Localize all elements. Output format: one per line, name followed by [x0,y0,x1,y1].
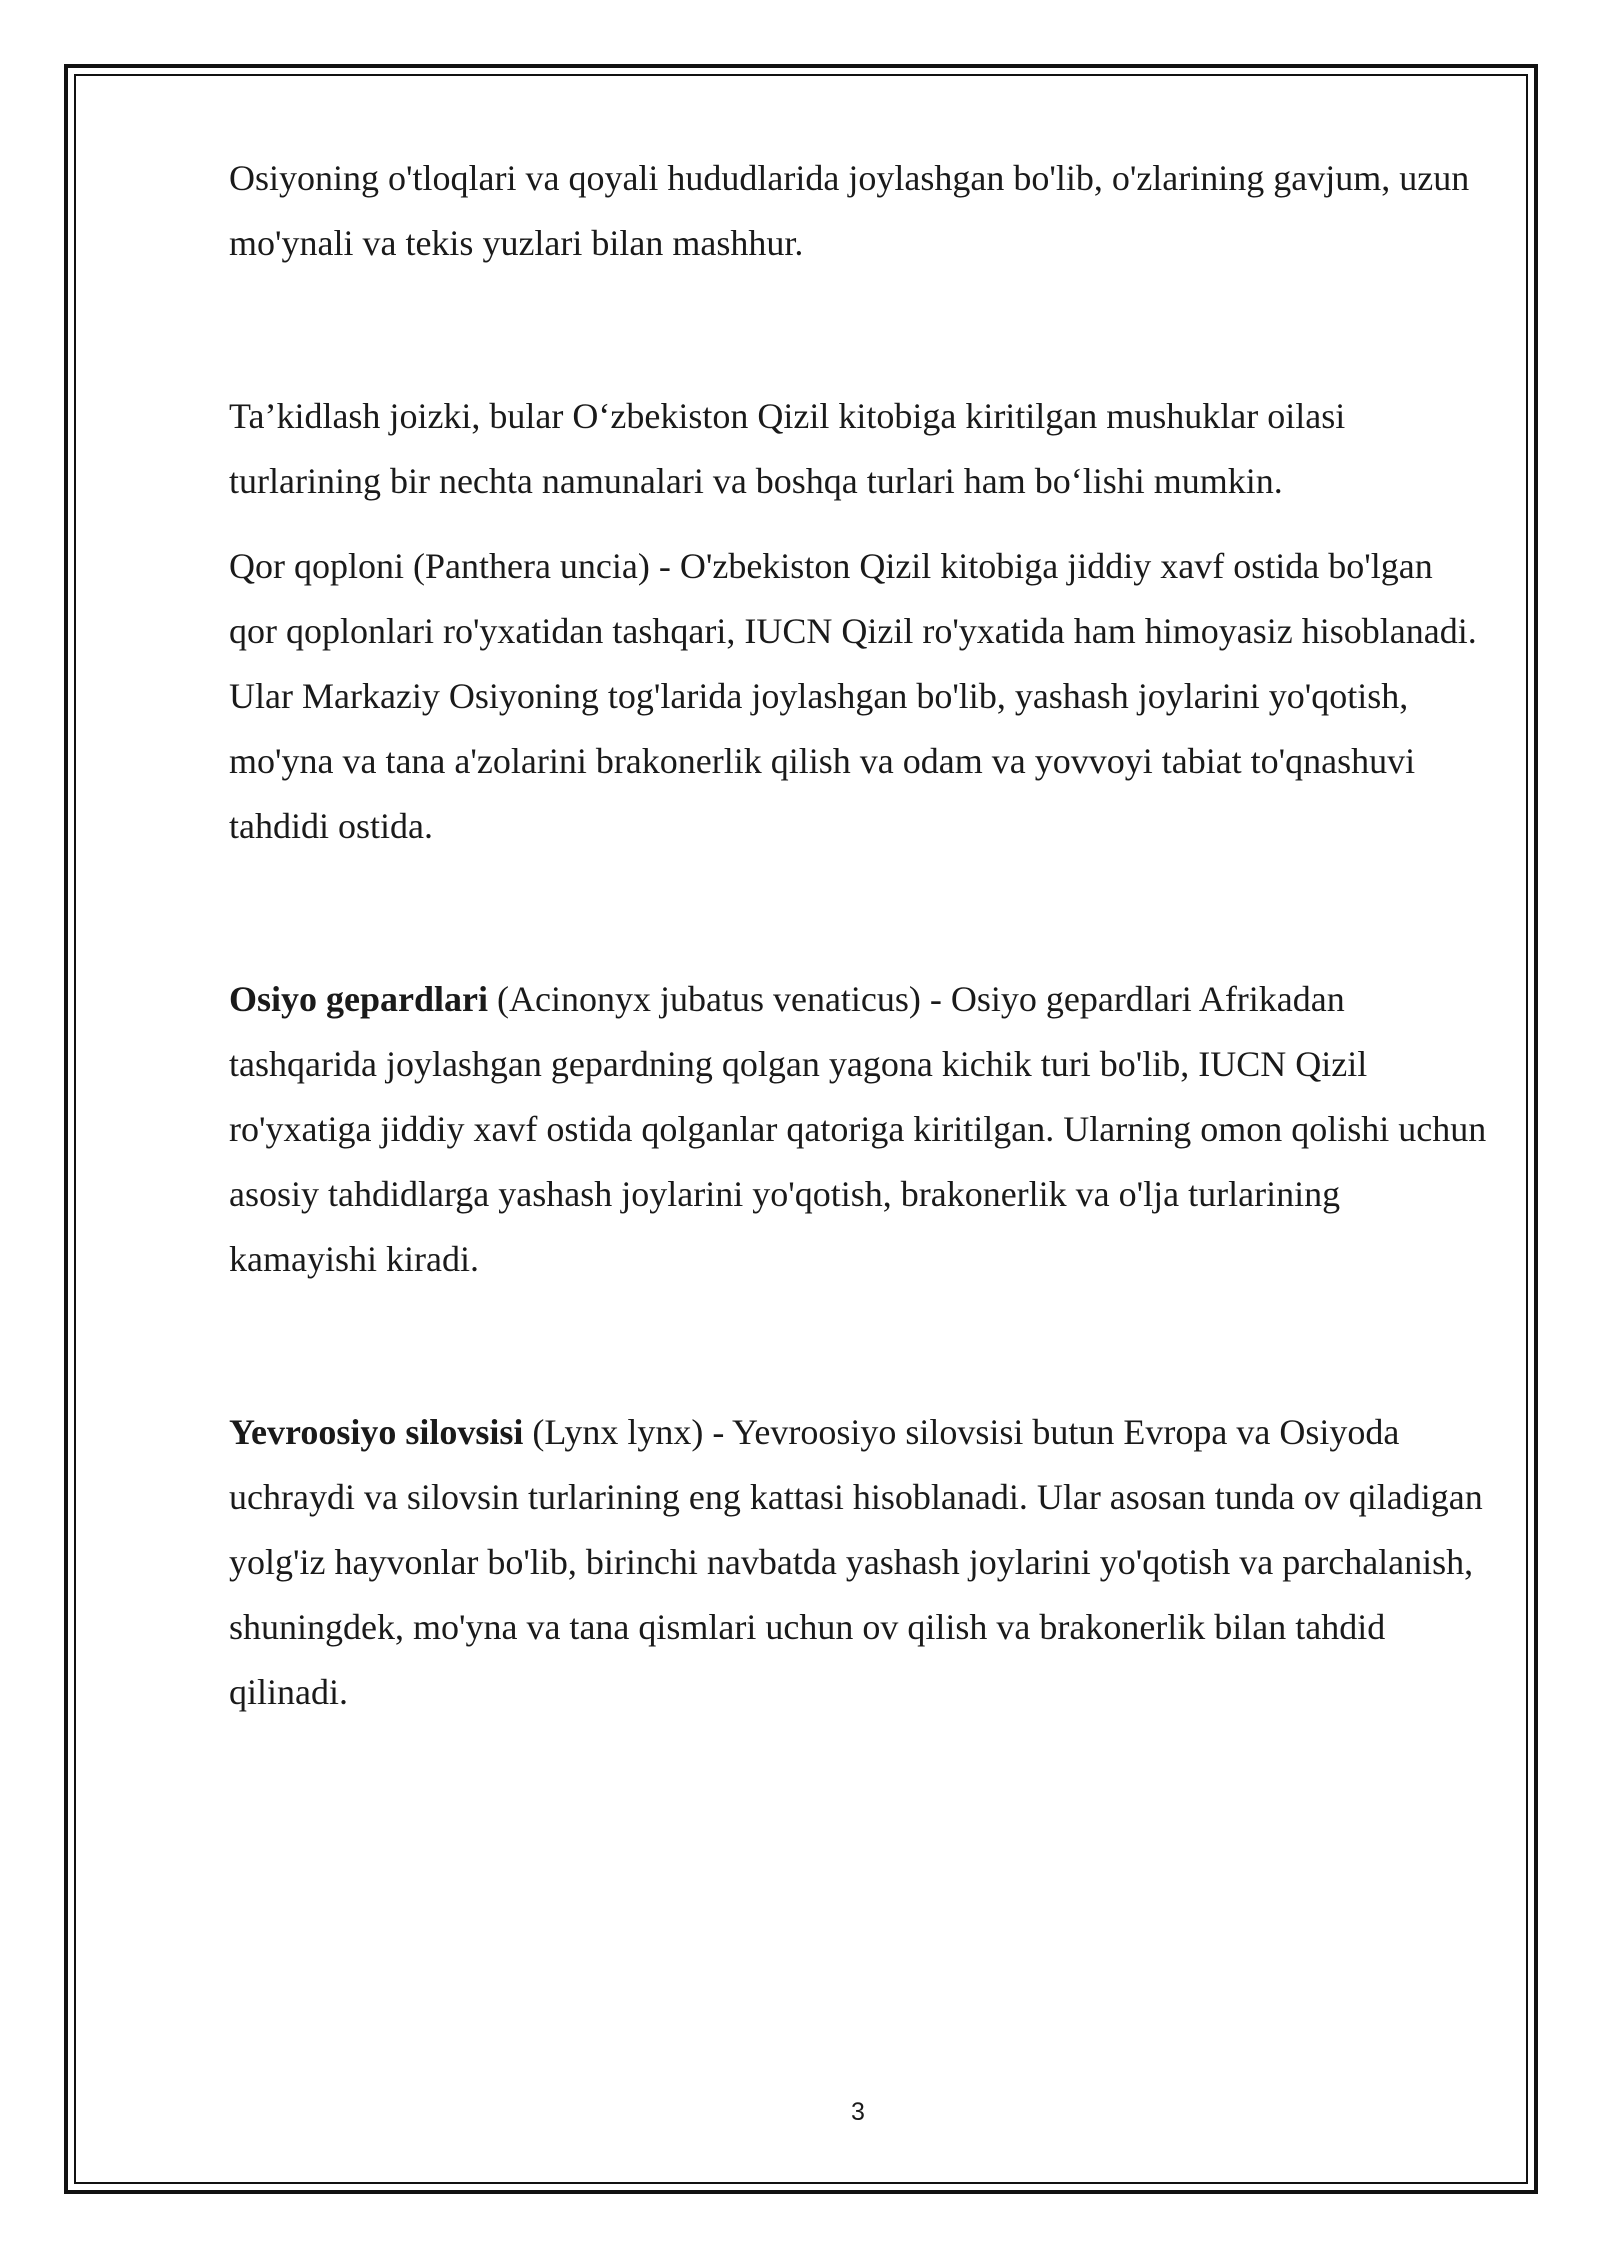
paragraph-text: Qor qoploni (Panthera uncia) - O'zbekiston Qizil kitobiga jiddiy xavf ostida bo'lgan qor qoplonlari ro'yxatidan tashqari, IUCN Qizil ro'yxatida ham himoyasiz hisoblanadi. Ular Markaziy Osiyoning tog'larida joylashgan bo'lib, yashash joylarini yo'qotish, mo'yna va tana a'zolarini brakonerlik qilish va odam va yovvoyi tabiat to'qnashuvi tahdidi ostida. [229,546,1477,846]
paragraph-text: Ta’kidlash joizki, bular O‘zbekiston Qizil kitobiga kiritilgan mushuklar oilasi turlarining bir nechta namunalari va boshqa turlari ham bo‘lishi mumkin. [229,396,1346,501]
species-term: Osiyo gepardlari [229,979,488,1019]
paragraph-text: (Acinonyx jubatus venaticus) - Osiyo gepardlari Afrikadan tashqarida joylashgan gepardning qolgan yagona kichik turi bo'lib, IUCN Qizil ro'yxatiga jiddiy xavf ostida qolganlar qatoriga kiritilgan. Ularning omon qolishi uchun asosiy tahdidlarga yashash joylarini yo'qotish, brakonerlik va o'lja turlarining kamayishi kiradi. [229,979,1487,1279]
paragraph-snow-leopard [229,534,1489,859]
species-term: Yevroosiyo silovsisi [229,1412,524,1452]
paragraph-asiatic-cheetah [229,967,1489,1292]
paragraph-text: (Lynx lynx) - Yevroosiyo silovsisi butun Evropa va Osiyoda uchraydi va silovsin turlarining eng kattasi hisoblanadi. Ular asosan tunda ov qiladigan yolg'iz hayvonlar bo'lib, birinchi navbatda yashash joylarini yo'qotish va parchalanish, shuningdek, mo'yna va tana qismlari uchun ov qilish va brakonerlik bilan tahdid qilinadi. [229,1412,1483,1712]
paragraph-intro [229,146,1489,276]
document-body [229,146,1489,1725]
paragraph-eurasian-lynx [229,1400,1489,1725]
page-number: 3 [851,2098,865,2126]
paragraph-text: Osiyoning o'tloqlari va qoyali hududlarida joylashgan bo'lib, o'zlarining gavjum, uzun mo'ynali va tekis yuzlari bilan mashhur. [229,158,1470,263]
paragraph-note [229,384,1489,514]
